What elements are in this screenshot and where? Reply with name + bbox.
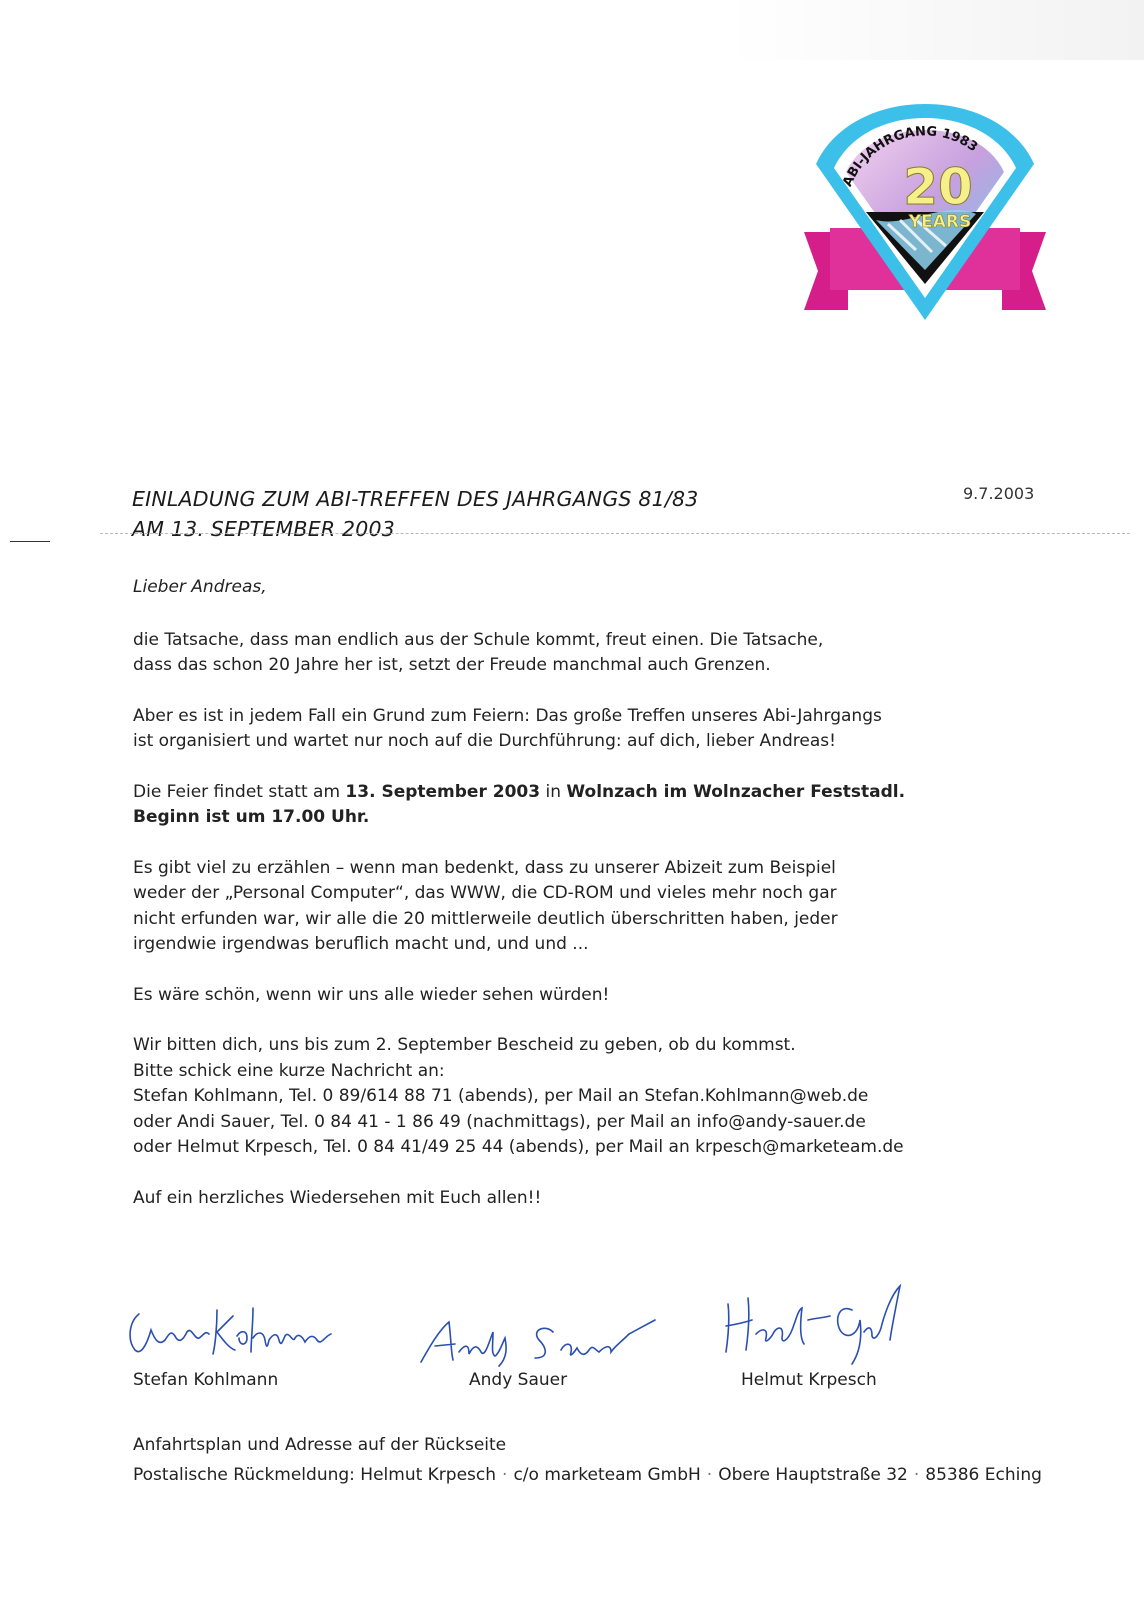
text-line: ist organisiert und wartet nur noch auf die Durchführung: auf dich, lieber Andreas!: [133, 731, 836, 751]
signature-stefan-kohlmann: [125, 1300, 340, 1360]
paragraph-2: [133, 704, 1063, 755]
signature-andy-sauer: [415, 1312, 665, 1367]
text-line: Wir bitten dich, uns bis zum 2. September Bescheid zu geben, ob du kommst.: [133, 1035, 796, 1055]
separator-dot: ·: [502, 1465, 508, 1485]
title-line-2: AM 13. SEPTEMBER 2003: [132, 517, 395, 541]
text-fragment: Die Feier findet statt am: [133, 781, 346, 802]
postal-city: 85386 Eching: [925, 1465, 1042, 1485]
letter-title: [132, 484, 698, 544]
text-line: Aber es ist in jedem Fall ein Grund zum Feiern: Das große Treffen unseres Abi-Jahrgangs: [133, 705, 882, 726]
text-line: [133, 780, 1063, 806]
signature-helmut-krpesch: [722, 1280, 912, 1370]
letter-body: [133, 575, 1063, 1236]
separator-dot: ·: [913, 1465, 920, 1485]
postal-street: Obere Hauptstraße 32: [718, 1465, 908, 1485]
contact-line: Stefan Kohlmann, Tel. 0 89/614 88 71 (abends), per Mail an Stefan.Kohlmann@web.de: [133, 1086, 869, 1106]
signer-name: Helmut Krpesch: [741, 1370, 877, 1390]
event-start-time: Beginn ist um 17.00 Uhr.: [133, 807, 370, 827]
closing: Auf ein herzliches Wiedersehen mit Euch allen!!: [133, 1187, 542, 1208]
text-line: Bitte schick eine kurze Nachricht an:: [133, 1060, 445, 1081]
separator-dot: ·: [706, 1465, 713, 1485]
footer: [133, 1430, 1042, 1490]
text-line: nicht erfunden war, wir alle die 20 mittlerweile deutlich überschritten haben, jeder: [133, 908, 838, 929]
paragraph-1: [133, 628, 1063, 679]
logo-word: YEARS: [908, 212, 972, 232]
text-line: weder der „Personal Computer“, das WWW, die CD-ROM und vieles mehr noch gar: [133, 883, 837, 903]
event-location: Wolnzach im Wolnzacher Feststadl.: [566, 781, 906, 802]
postal-contact: Postalische Rückmeldung: Helmut Krpesch: [133, 1465, 497, 1485]
logo-number: 20: [903, 158, 973, 216]
text-line: Es gibt viel zu erzählen – wenn man bedenkt, dass zu unserer Abizeit zum Beispiel: [133, 857, 836, 878]
scan-shadow: [724, 0, 1144, 60]
signer-name: Andy Sauer: [469, 1370, 568, 1390]
text-line: die Tatsache, dass man endlich aus der Schule kommt, freut einen. Die Tatsache,: [133, 629, 824, 650]
signer-name: Stefan Kohlmann: [133, 1370, 279, 1390]
event-date: 13. September 2003: [345, 781, 541, 802]
rsvp-paragraph: [133, 1033, 1063, 1161]
text-line: irgendwie irgendwas beruflich macht und, und und ...: [133, 934, 589, 954]
event-details: [133, 780, 1063, 831]
logo-arc-text: ABI-JAHRGANG 1983: [840, 124, 981, 189]
fold-line: [100, 533, 1130, 534]
letter-date: 9.7.2003: [963, 484, 1035, 503]
fold-mark: [10, 541, 50, 542]
contact-line: oder Andi Sauer, Tel. 0 84 41 - 1 86 49 (nachmittags), per Mail an info@andy-sauer.de: [133, 1111, 866, 1132]
footer-postal-address: [133, 1460, 1042, 1490]
text-line: dass das schon 20 Jahre her ist, setzt der Freude manchmal auch Grenzen.: [133, 655, 771, 675]
greeting: Lieber Andreas,: [133, 577, 267, 597]
contact-line: oder Helmut Krpesch, Tel. 0 84 41/49 25 44 (abends), per Mail an krpesch@marketeam.de: [133, 1137, 904, 1157]
paragraph-5: Es wäre schön, wenn wir uns alle wieder sehen würden!: [133, 984, 610, 1005]
title-line-1: EINLADUNG ZUM ABI-TREFFEN DES JAHRGANGS 81/83: [132, 487, 699, 511]
paragraph-4: [133, 856, 1063, 958]
postal-company: c/o marketeam GmbH: [513, 1465, 701, 1485]
text-fragment: in: [540, 781, 567, 802]
abi-20-years-logo: [796, 100, 1054, 332]
footer-directions-note: Anfahrtsplan und Adresse auf der Rückseite: [133, 1435, 507, 1455]
